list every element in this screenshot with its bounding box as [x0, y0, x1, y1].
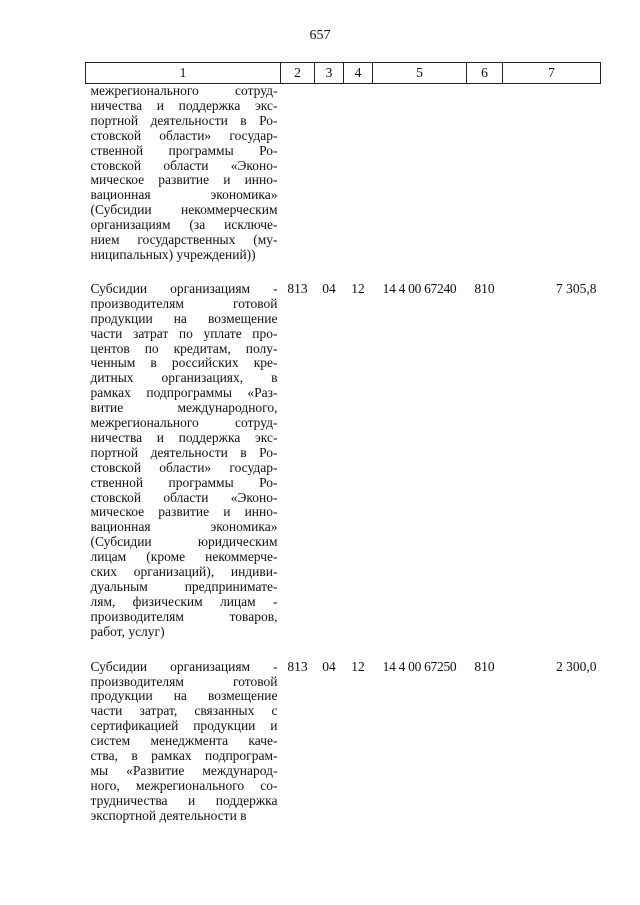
row-col-3: 04: [322, 658, 336, 674]
description-line: мическое развитие и инно-: [90, 172, 278, 188]
description-line: ственной программы Ро-: [90, 142, 278, 158]
description-line: ниципальных) учреждений)): [90, 246, 256, 262]
description-line: продукции на возмещение: [90, 310, 278, 326]
description-line: работ, услуг): [90, 623, 165, 639]
description-line: продукции на возмещение: [90, 688, 278, 704]
description-line: ченным в российских кре-: [90, 355, 278, 371]
row-col-3: [315, 84, 344, 263]
row-col-6: 810: [474, 280, 495, 296]
table-header-row: [86, 63, 601, 84]
description-line: портной деятельности в Ро-: [90, 444, 278, 460]
table-row: [86, 84, 601, 263]
row-col-5: 14 4 00 67250: [382, 658, 457, 674]
description-line: мическое развитие и инно-: [90, 504, 278, 520]
header-col-3: 3: [315, 63, 344, 84]
budget-table: [85, 62, 601, 824]
description-line: сертификацией продукции и: [90, 718, 278, 734]
row-description: [86, 263, 281, 640]
description-line: (Субсидии юридическим: [90, 534, 278, 550]
row-col-3: 04: [322, 280, 336, 296]
row-col-5: 14 4 00 67240: [382, 280, 457, 296]
description-line: (Субсидии некоммерческим: [90, 202, 278, 218]
description-line: вационная экономика»: [90, 187, 278, 203]
description-line: ничества и поддержка экс-: [90, 429, 278, 445]
description-line: ного, межрегионального со-: [90, 777, 278, 793]
description-line: мы «Развитие международ-: [90, 762, 278, 778]
row-col-2: 813: [287, 658, 308, 674]
header-col-6: 6: [467, 63, 503, 84]
description-line: лям, физическим лицам -: [90, 593, 278, 609]
row-col-6: 810: [474, 658, 495, 674]
description-line: экспортной деятельности в: [90, 807, 247, 823]
row-description: [86, 640, 281, 824]
description-line: систем менеджмента каче-: [90, 733, 278, 749]
description-line: витие международного,: [90, 400, 278, 416]
description-line: производителям готовой: [90, 673, 278, 689]
description-line: дуальным предпринимате-: [90, 579, 278, 594]
header-col-7: 7: [503, 63, 601, 84]
description-line: части затрат по уплате про-: [90, 325, 278, 341]
description-line: нием государственных (му-: [90, 232, 278, 248]
description-line: Субсидии организациям -: [90, 280, 278, 296]
description-line: Субсидии организациям -: [90, 658, 278, 674]
description-line: трудничества и поддержка: [90, 792, 278, 808]
description-line: рамках подпрограммы «Раз-: [90, 385, 278, 401]
description-line: организациям (за исключе-: [90, 217, 278, 233]
row-col-2: 813: [287, 280, 308, 296]
row-col-2: [281, 84, 315, 263]
row-col-7: 2 300,0: [556, 658, 597, 674]
description-line: стовской области «Эконо-: [90, 157, 278, 173]
description-line: вационная экономика»: [90, 519, 278, 535]
table-row: [86, 263, 601, 640]
page-number: 657: [309, 28, 331, 43]
header-col-5: 5: [373, 63, 467, 84]
row-col-5: [373, 84, 467, 263]
row-col-6: [467, 84, 503, 263]
header-col-1: 1: [86, 63, 281, 84]
description-line: производителям готовой: [90, 295, 278, 311]
description-line: ства, в рамках подпрограм-: [90, 748, 278, 764]
description-line: ственной программы Ро-: [90, 474, 278, 490]
description-line: портной деятельности в Ро-: [90, 112, 278, 128]
description-line: производителям товаров,: [90, 608, 278, 624]
row-col-7: 7 305,8: [556, 280, 597, 296]
table-row: [86, 640, 601, 824]
description-line: ничества и поддержка экс-: [90, 97, 278, 113]
row-col-7: [503, 84, 601, 263]
description-line: межрегионального сотруд-: [90, 415, 278, 431]
description-line: стовской области» государ-: [90, 459, 278, 475]
description-line: части затрат, связанных с: [90, 703, 278, 719]
description-line: стовской области» государ-: [90, 127, 278, 143]
description-line: лицам (кроме некоммерче-: [90, 549, 278, 565]
header-col-2: 2: [281, 63, 315, 84]
description-line: стовской области «Эконо-: [90, 489, 278, 505]
description-line: ских организаций), индиви-: [90, 564, 278, 580]
row-description: [86, 84, 281, 263]
header-col-4: 4: [344, 63, 373, 84]
description-line: межрегионального сотруд-: [90, 83, 278, 98]
row-col-4: 12: [351, 280, 365, 296]
row-col-4: 12: [351, 658, 365, 674]
description-line: центов по кредитам, полу-: [90, 340, 278, 356]
description-line: дитных организациях, в: [90, 370, 278, 386]
row-col-4: [344, 84, 373, 263]
